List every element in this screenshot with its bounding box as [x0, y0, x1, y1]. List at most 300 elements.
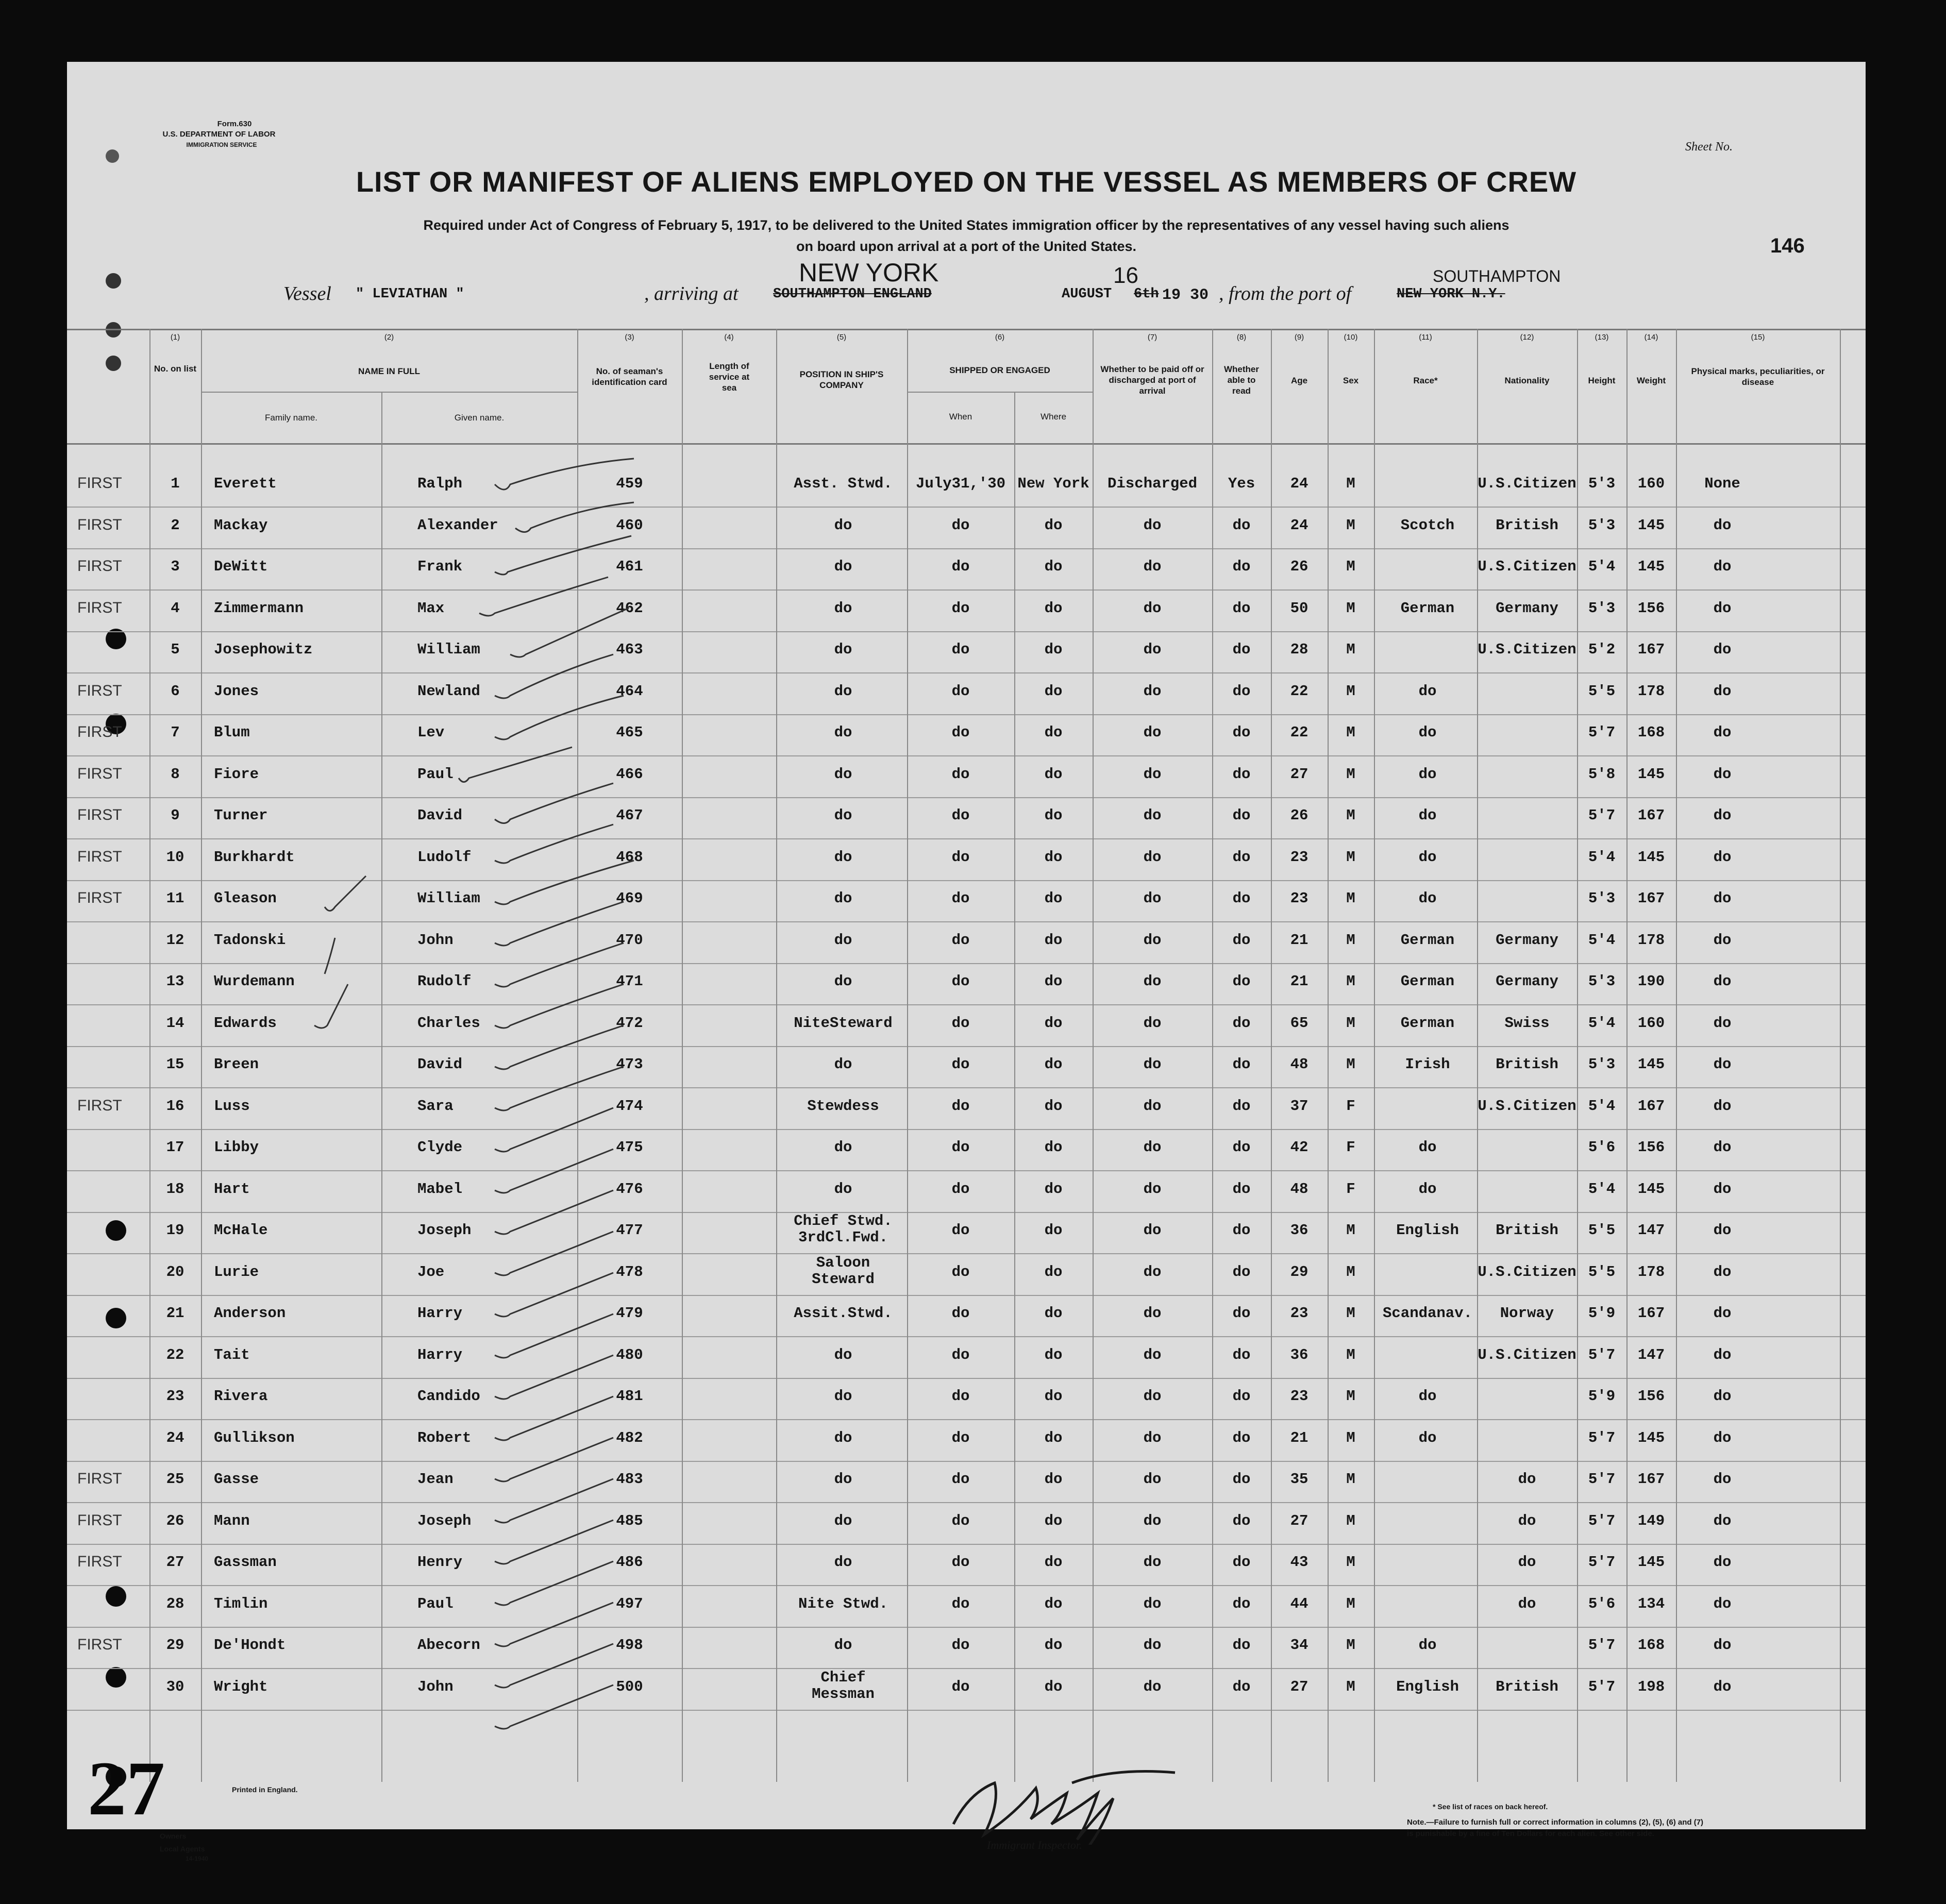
cell-position: do	[834, 1346, 852, 1363]
cell-marks: do	[1713, 1637, 1732, 1654]
cell-no: 21	[166, 1305, 184, 1322]
cell-marks: do	[1713, 1305, 1732, 1322]
cell-read: do	[1232, 599, 1251, 617]
cell-sex: F	[1346, 1097, 1355, 1115]
cell-height: 5'7	[1588, 1512, 1616, 1529]
cell-age: 23	[1290, 848, 1308, 866]
cell-family: Rivera	[214, 1388, 268, 1405]
cell-read: do	[1232, 682, 1251, 700]
cell-marks: do	[1713, 1554, 1732, 1571]
cell-position: do	[834, 1512, 852, 1529]
cell-when: do	[951, 1595, 970, 1612]
first-class-mark: FIRST	[77, 723, 122, 740]
cell-when: do	[951, 765, 970, 783]
stamp-number: 27	[88, 1746, 165, 1831]
cell-age: 44	[1290, 1595, 1308, 1612]
cell-age: 23	[1290, 890, 1308, 907]
cell-position: do	[834, 1180, 852, 1198]
cell-age: 43	[1290, 1554, 1308, 1571]
cell-height: 5'3	[1588, 516, 1616, 534]
subtitle-line-1: Required under Act of Congress of February 5, 1917, to be delivered to the United States immigration officer by the representatives of any vessel having such aliens	[423, 217, 1509, 233]
cell-age: 48	[1290, 1180, 1308, 1198]
cell-card: 477	[616, 1222, 643, 1239]
vessel-label: Vessel	[283, 283, 331, 305]
cell-family: Anderson	[214, 1305, 286, 1322]
cell-weight: 198	[1637, 1678, 1665, 1695]
cell-no: 30	[166, 1678, 184, 1695]
cell-race: do	[1418, 765, 1437, 783]
cell-where: do	[1044, 1097, 1063, 1115]
cell-when: do	[951, 1305, 970, 1322]
cell-family: Fiore	[214, 765, 259, 783]
cell-when: do	[951, 1139, 970, 1156]
cell-position: do	[834, 807, 852, 824]
cell-marks: do	[1713, 931, 1732, 949]
cell-given: Harry	[417, 1346, 463, 1363]
cell-no: 19	[166, 1222, 184, 1239]
cell-family: Gleason	[214, 890, 277, 907]
header-length-of-service: Length of service at sea	[709, 361, 750, 393]
cell-read: do	[1232, 516, 1251, 534]
first-class-mark: FIRST	[77, 558, 122, 575]
cell-nationality: British	[1496, 1056, 1558, 1073]
cell-read: do	[1232, 807, 1251, 824]
cell-paid: do	[1143, 1554, 1162, 1571]
cell-height: 5'6	[1588, 1139, 1616, 1156]
cell-height: 5'5	[1588, 1263, 1616, 1280]
cell-read: do	[1232, 724, 1251, 741]
column-number: (10)	[1344, 333, 1358, 342]
service-name: IMMIGRATION SERVICE	[186, 141, 257, 148]
cell-where: do	[1044, 931, 1063, 949]
cell-marks: do	[1713, 1346, 1732, 1363]
cell-height: 5'7	[1588, 1554, 1616, 1571]
cell-nationality: Germany	[1496, 931, 1558, 949]
cell-paid: do	[1143, 1429, 1162, 1446]
cell-no: 16	[166, 1097, 184, 1115]
cell-marks: do	[1713, 1263, 1732, 1280]
cell-read: do	[1232, 1512, 1251, 1529]
cell-family: Tadonski	[214, 931, 286, 949]
cell-nationality: British	[1496, 1222, 1558, 1239]
cell-where: do	[1044, 765, 1063, 783]
cell-read: do	[1232, 1346, 1251, 1363]
cell-marks: do	[1713, 807, 1732, 824]
cell-race: Irish	[1405, 1056, 1450, 1073]
cell-nationality: British	[1496, 516, 1558, 534]
cell-race: German	[1400, 599, 1455, 617]
cell-card: 464	[616, 682, 643, 700]
header-able-to-read: Whether able to read	[1224, 364, 1259, 396]
cell-paid: do	[1143, 1056, 1162, 1073]
cell-height: 5'2	[1588, 641, 1616, 658]
cell-family: Gasse	[214, 1471, 259, 1488]
first-class-mark: FIRST	[77, 682, 122, 699]
first-class-mark: FIRST	[77, 889, 122, 906]
cell-card: 465	[616, 724, 643, 741]
arrival-month: AUGUST	[1062, 287, 1112, 302]
cell-sex: M	[1346, 1595, 1355, 1612]
cell-card: 463	[616, 641, 643, 658]
cell-marks: do	[1713, 1056, 1732, 1073]
cell-card: 466	[616, 765, 643, 783]
header-height: Height	[1588, 376, 1616, 385]
cell-race: English	[1396, 1222, 1459, 1239]
cell-weight: 160	[1637, 475, 1665, 492]
cell-age: 36	[1290, 1346, 1308, 1363]
cell-nationality: U.S.Citizen	[1478, 641, 1576, 658]
cell-given: Jean	[417, 1471, 454, 1488]
cell-given: Ralph	[417, 475, 463, 492]
column-number: (8)	[1236, 333, 1247, 342]
header-shipped-engaged: SHIPPED OR ENGAGED	[949, 365, 1050, 375]
column-number: (9)	[1294, 333, 1304, 342]
cell-where: do	[1044, 1471, 1063, 1488]
cell-race: do	[1418, 1388, 1437, 1405]
cell-no: 2	[171, 516, 180, 534]
cell-where: do	[1044, 1222, 1063, 1239]
cell-where: do	[1044, 1554, 1063, 1571]
cell-no: 24	[166, 1429, 184, 1446]
cell-no: 26	[166, 1512, 184, 1529]
footer-note-fine-2: is punishable by a fine of Ten Dollars for each alien. See other side.	[1407, 1829, 1654, 1838]
header-family-name: Family name.	[264, 413, 318, 423]
cell-marks: do	[1713, 848, 1732, 866]
sheet-label: Sheet No.	[1685, 140, 1733, 154]
cell-card: 461	[616, 558, 643, 575]
cell-family: De'Hondt	[214, 1637, 286, 1654]
cell-when: do	[951, 1180, 970, 1198]
arrival-day-struck: 6th	[1134, 287, 1159, 302]
cell-race: do	[1418, 890, 1437, 907]
cell-when: do	[951, 807, 970, 824]
cell-where: do	[1044, 558, 1063, 575]
cell-read: do	[1232, 1180, 1251, 1198]
cell-position: do	[834, 724, 852, 741]
cell-sex: M	[1346, 1014, 1355, 1032]
cell-where: do	[1044, 1139, 1063, 1156]
cell-where: New York	[1017, 475, 1089, 492]
cell-height: 5'4	[1588, 558, 1616, 575]
cell-read: do	[1232, 890, 1251, 907]
cell-position: do	[834, 931, 852, 949]
sheet-number: 146	[1770, 234, 1805, 257]
cell-nationality: U.S.Citizen	[1478, 558, 1576, 575]
cell-position: do	[834, 558, 852, 575]
cell-when: July31,'30	[915, 475, 1006, 492]
cell-marks: do	[1713, 641, 1732, 658]
cell-card: 498	[616, 1637, 643, 1654]
cell-weight: 145	[1637, 516, 1665, 534]
cell-paid: do	[1143, 973, 1162, 990]
cell-height: 5'8	[1588, 765, 1616, 783]
cell-read: do	[1232, 1305, 1251, 1322]
cell-paid: do	[1143, 1222, 1162, 1239]
cell-card: 474	[616, 1097, 643, 1115]
cell-where: do	[1044, 724, 1063, 741]
cell-family: Everett	[214, 475, 277, 492]
cell-nationality: Norway	[1500, 1305, 1554, 1322]
cell-age: 27	[1290, 765, 1308, 783]
cell-given: John	[417, 1678, 454, 1695]
cell-height: 5'3	[1588, 599, 1616, 617]
cell-when: do	[951, 682, 970, 700]
cell-no: 25	[166, 1471, 184, 1488]
cell-no: 29	[166, 1637, 184, 1654]
cell-age: 23	[1290, 1388, 1308, 1405]
cell-age: 28	[1290, 641, 1308, 658]
cell-sex: M	[1346, 558, 1355, 575]
cell-sex: F	[1346, 1180, 1355, 1198]
cell-race: do	[1418, 682, 1437, 700]
cell-card: 486	[616, 1554, 643, 1571]
cell-paid: do	[1143, 1346, 1162, 1363]
cell-card: 478	[616, 1263, 643, 1280]
cell-given: Lev	[417, 724, 445, 741]
cell-card: 479	[616, 1305, 643, 1322]
cell-family: Lurie	[214, 1263, 259, 1280]
cell-marks: do	[1713, 1388, 1732, 1405]
footer-owners-label: Owners	[160, 1832, 187, 1840]
cell-when: do	[951, 1554, 970, 1571]
cell-where: do	[1044, 1512, 1063, 1529]
cell-read: do	[1232, 1139, 1251, 1156]
cell-nationality: Germany	[1496, 599, 1558, 617]
cell-family: Hart	[214, 1180, 250, 1198]
cell-weight: 178	[1637, 1263, 1665, 1280]
cell-age: 65	[1290, 1014, 1308, 1032]
cell-weight: 145	[1637, 1429, 1665, 1446]
cell-paid: do	[1143, 1595, 1162, 1612]
cell-card: 497	[616, 1595, 643, 1612]
cell-no: 9	[171, 807, 180, 824]
cell-height: 5'3	[1588, 973, 1616, 990]
cell-nationality: British	[1496, 1678, 1558, 1695]
cell-given: Rudolf	[417, 973, 472, 990]
cell-height: 5'7	[1588, 1678, 1616, 1695]
cell-sex: M	[1346, 931, 1355, 949]
cell-age: 23	[1290, 1305, 1308, 1322]
cell-family: DeWitt	[214, 558, 268, 575]
cell-card: 462	[616, 599, 643, 617]
cell-age: 22	[1290, 724, 1308, 741]
cell-position: do	[834, 765, 852, 783]
cell-race: do	[1418, 724, 1437, 741]
cell-given: William	[417, 641, 480, 658]
cell-nationality: U.S.Citizen	[1478, 475, 1576, 492]
cell-when: do	[951, 516, 970, 534]
cell-position: do	[834, 516, 852, 534]
cell-read: Yes	[1228, 475, 1255, 492]
cell-paid: do	[1143, 599, 1162, 617]
cell-position: do	[834, 890, 852, 907]
cell-where: do	[1044, 973, 1063, 990]
cell-height: 5'3	[1588, 1056, 1616, 1073]
cell-sex: M	[1346, 1637, 1355, 1654]
cell-weight: 145	[1637, 1180, 1665, 1198]
cell-age: 48	[1290, 1056, 1308, 1073]
cell-height: 5'7	[1588, 1637, 1616, 1654]
cell-position: Chief Stwd. 3rdCl.Fwd.	[794, 1212, 893, 1246]
header-physical-marks: Physical marks, peculiarities, or disease	[1691, 366, 1825, 387]
cell-age: 34	[1290, 1637, 1308, 1654]
cell-nationality: do	[1518, 1471, 1536, 1488]
cell-card: 480	[616, 1346, 643, 1363]
cell-family: Jones	[214, 682, 259, 700]
inspector-label: Immigrant Inspector.	[987, 1839, 1082, 1851]
cell-card: 485	[616, 1512, 643, 1529]
cell-height: 5'4	[1588, 1097, 1616, 1115]
cell-paid: do	[1143, 558, 1162, 575]
cell-family: Josephowitz	[214, 641, 313, 658]
cell-sex: M	[1346, 1554, 1355, 1571]
cell-sex: M	[1346, 1346, 1355, 1363]
cell-given: Joe	[417, 1263, 445, 1280]
cell-card: 469	[616, 890, 643, 907]
cell-no: 8	[171, 765, 180, 783]
cell-when: do	[951, 1263, 970, 1280]
cell-card: 483	[616, 1471, 643, 1488]
cell-weight: 145	[1637, 558, 1665, 575]
cell-given: Henry	[417, 1554, 463, 1571]
cell-sex: M	[1346, 1678, 1355, 1695]
cell-nationality: do	[1518, 1554, 1536, 1571]
cell-read: do	[1232, 931, 1251, 949]
header-nationality: Nationality	[1504, 376, 1550, 385]
first-class-mark: FIRST	[77, 1553, 122, 1570]
cell-no: 17	[166, 1139, 184, 1156]
cell-where: do	[1044, 1678, 1063, 1695]
cell-weight: 168	[1637, 1637, 1665, 1654]
cell-sex: M	[1346, 973, 1355, 990]
cell-weight: 156	[1637, 1388, 1665, 1405]
cell-no: 6	[171, 682, 180, 700]
cell-nationality: do	[1518, 1595, 1536, 1612]
cell-sex: F	[1346, 1139, 1355, 1156]
cell-where: do	[1044, 848, 1063, 866]
cell-weight: 145	[1637, 1056, 1665, 1073]
arriving-port-struck: SOUTHAMPTON ENGLAND	[773, 287, 932, 302]
cell-race: Scotch	[1400, 516, 1455, 534]
cell-read: do	[1232, 1429, 1251, 1446]
cell-height: 5'6	[1588, 1595, 1616, 1612]
first-class-mark: FIRST	[77, 848, 122, 865]
cell-paid: do	[1143, 682, 1162, 700]
cell-height: 5'7	[1588, 807, 1616, 824]
cell-where: do	[1044, 599, 1063, 617]
cell-position: Chief Messman	[812, 1669, 875, 1703]
check-marks-layer	[67, 62, 1866, 1829]
cell-height: 5'7	[1588, 1346, 1616, 1363]
first-class-mark: FIRST	[77, 599, 122, 616]
cell-when: do	[951, 599, 970, 617]
cell-height: 5'7	[1588, 724, 1616, 741]
column-number: (3)	[625, 333, 634, 342]
cell-family: Mackay	[214, 516, 268, 534]
cell-sex: M	[1346, 1512, 1355, 1529]
cell-paid: do	[1143, 807, 1162, 824]
cell-given: Mabel	[417, 1180, 463, 1198]
column-number: (7)	[1147, 333, 1157, 342]
first-class-mark: FIRST	[77, 1470, 122, 1487]
cell-read: do	[1232, 1263, 1251, 1280]
check-mark-icon	[314, 459, 634, 1729]
cell-position: NiteSteward	[794, 1014, 893, 1032]
printed-in-england: Printed in England.	[232, 1785, 298, 1794]
cell-race: do	[1418, 807, 1437, 824]
cell-when: do	[951, 1056, 970, 1073]
header-where: Where	[1040, 412, 1067, 422]
arrival-year: 19 30	[1162, 287, 1209, 304]
cell-marks: do	[1713, 1512, 1732, 1529]
cell-marks: do	[1713, 765, 1732, 783]
cell-given: David	[417, 1056, 463, 1073]
cell-race: Scandanav.	[1382, 1305, 1473, 1322]
cell-when: do	[951, 1097, 970, 1115]
cell-sex: M	[1346, 848, 1355, 866]
cell-sex: M	[1346, 1471, 1355, 1488]
cell-race: English	[1396, 1678, 1459, 1695]
first-class-mark: FIRST	[77, 1636, 122, 1653]
cell-weight: 167	[1637, 807, 1665, 824]
cell-given: Ludolf	[417, 848, 472, 866]
cell-paid: do	[1143, 1097, 1162, 1115]
cell-weight: 156	[1637, 1139, 1665, 1156]
cell-marks: do	[1713, 516, 1732, 534]
cell-no: 22	[166, 1346, 184, 1363]
cell-when: do	[951, 1471, 970, 1488]
header-when: When	[949, 412, 972, 422]
cell-nationality: U.S.Citizen	[1478, 1346, 1576, 1363]
cell-age: 26	[1290, 807, 1308, 824]
cell-read: do	[1232, 973, 1251, 990]
cell-read: do	[1232, 1222, 1251, 1239]
cell-position: do	[834, 641, 852, 658]
cell-where: do	[1044, 1263, 1063, 1280]
cell-card: 473	[616, 1056, 643, 1073]
cell-position: do	[834, 1471, 852, 1488]
cell-marks: None	[1704, 475, 1740, 492]
header-list-number: No. on list	[154, 364, 197, 374]
cell-given: Harry	[417, 1305, 463, 1322]
column-number: (5)	[836, 333, 847, 342]
first-class-mark: FIRST	[77, 806, 122, 823]
cell-marks: do	[1713, 599, 1732, 617]
cell-given: David	[417, 807, 463, 824]
cell-no: 18	[166, 1180, 184, 1198]
cell-position: Asst. Stwd.	[794, 475, 893, 492]
cell-given: Sara	[417, 1097, 454, 1115]
cell-family: Edwards	[214, 1014, 277, 1032]
cell-read: do	[1232, 1014, 1251, 1032]
column-number: (4)	[724, 333, 734, 342]
cell-race: do	[1418, 1139, 1437, 1156]
cell-paid: do	[1143, 1388, 1162, 1405]
cell-height: 5'4	[1588, 848, 1616, 866]
header-given-name: Given name.	[454, 413, 505, 423]
cell-no: 27	[166, 1554, 184, 1571]
cell-sex: M	[1346, 890, 1355, 907]
cell-family: Blum	[214, 724, 250, 741]
cell-weight: 147	[1637, 1346, 1665, 1363]
arriving-label: , arriving at	[644, 283, 739, 305]
cell-given: William	[417, 890, 480, 907]
cell-no: 1	[171, 475, 180, 492]
cell-no: 4	[171, 599, 180, 617]
cell-given: Robert	[417, 1429, 472, 1446]
cell-position: do	[834, 973, 852, 990]
cell-age: 36	[1290, 1222, 1308, 1239]
